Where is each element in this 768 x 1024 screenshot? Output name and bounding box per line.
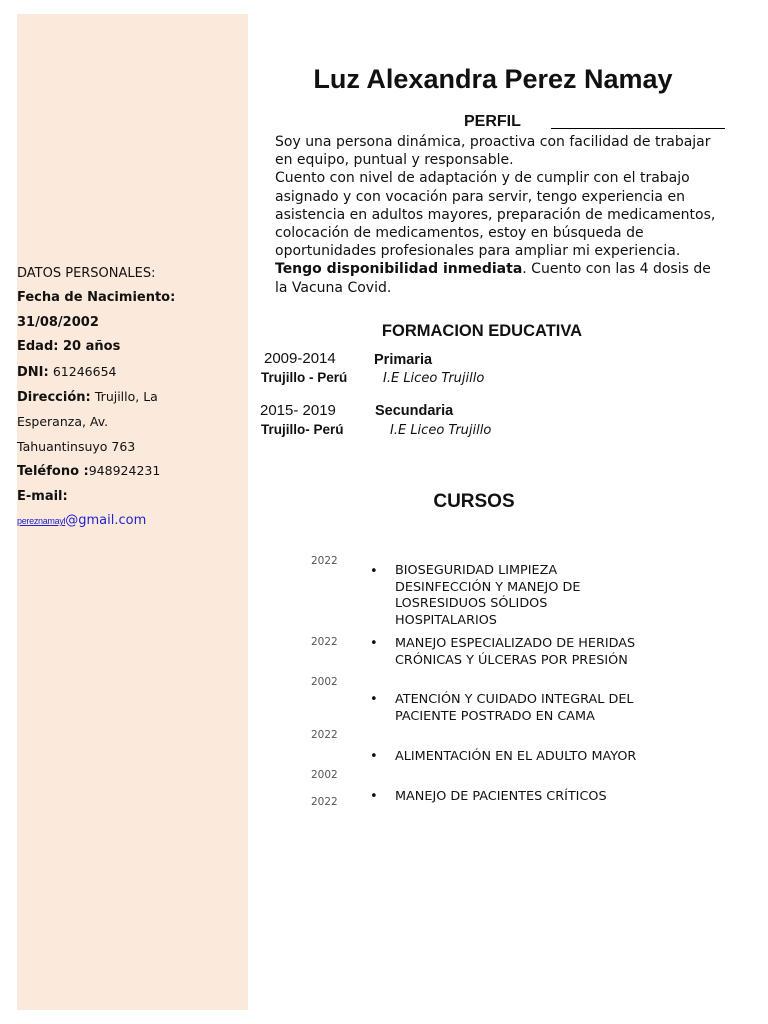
course-year: 2022 bbox=[311, 636, 338, 648]
perfil-heading: PERFIL bbox=[464, 113, 521, 130]
birthdate-value: 31/08/2002 bbox=[17, 314, 99, 330]
edu-place-2: Trujillo- Perú bbox=[261, 422, 344, 437]
phone-row bbox=[17, 459, 245, 484]
email-label: E-mail: bbox=[17, 488, 68, 504]
course-item: MANEJO ESPECIALIZADO DE HERIDAS CRÓNICAS Y ÚLCERAS POR PRESIÓN bbox=[395, 636, 636, 668]
perfil-p2-bold: Tengo disponibilidad inmediata bbox=[275, 261, 523, 278]
address-value-3: Tahuantinsuyo 763 bbox=[17, 438, 136, 454]
perfil-paragraph-1: Soy una persona dinámica, proactiva con facilidad de trabajar en equipo, puntual y responsable. bbox=[275, 134, 711, 169]
course-item: ALIMENTACIÓN EN EL ADULTO MAYOR bbox=[395, 749, 637, 764]
address-value-1: Trujillo, La bbox=[94, 389, 158, 405]
bullet-icon: • bbox=[370, 692, 378, 707]
cursos-heading: CURSOS bbox=[433, 491, 515, 512]
edu-years-1: 2009-2014 bbox=[264, 350, 336, 367]
course-year: 2022 bbox=[311, 729, 338, 741]
address-label: Dirección: bbox=[17, 390, 91, 406]
personal-data-heading: DATOS PERSONALES: bbox=[17, 266, 156, 281]
phone-value: 948924231 bbox=[88, 463, 161, 479]
dni-label: DNI: bbox=[17, 364, 49, 380]
course-item: BIOSEGURIDAD LIMPIEZA DESINFECCIÓN Y MANEJO DE LOSRESIDUOS SÓLIDOS HOSPITALARIOS bbox=[395, 563, 581, 628]
edu-place-1: Trujillo - Perú bbox=[261, 370, 348, 385]
address-value-2: Esperanza, Av. bbox=[17, 414, 109, 430]
email-user[interactable]: pereznamayl bbox=[17, 516, 66, 527]
address-row bbox=[17, 385, 245, 410]
course-year: 2022 bbox=[311, 796, 338, 808]
email-domain[interactable]: @gmail.com bbox=[65, 513, 147, 529]
edu-level-2: Secundaria bbox=[375, 403, 454, 419]
dni-row bbox=[17, 360, 245, 385]
perfil-text bbox=[275, 133, 727, 297]
course-item: ATENCIÓN Y CUIDADO INTEGRAL DEL PACIENTE POSTRADO EN CAMA bbox=[395, 692, 634, 724]
perfil-paragraph-2 bbox=[275, 169, 727, 296]
email-link[interactable] bbox=[17, 509, 245, 533]
course-year: 2002 bbox=[311, 769, 338, 781]
page-title: Luz Alexandra Perez Namay bbox=[313, 64, 673, 94]
personal-data-section bbox=[17, 262, 245, 533]
edu-school-1: I.E Liceo Trujillo bbox=[383, 371, 485, 386]
edu-school-2: I.E Liceo Trujillo bbox=[390, 423, 492, 438]
perfil-divider bbox=[551, 128, 725, 129]
birthdate-label: Fecha de Nacimiento: bbox=[17, 290, 176, 306]
course-year: 2022 bbox=[311, 555, 338, 567]
phone-label: Teléfono : bbox=[17, 464, 89, 480]
bullet-icon: • bbox=[370, 564, 378, 579]
edu-years-2: 2015- 2019 bbox=[260, 402, 336, 419]
perfil-p2-end: . Cuento con las 4 dosis de la Vacuna Covid. bbox=[275, 261, 711, 296]
formacion-heading: FORMACION EDUCATIVA bbox=[381, 322, 583, 340]
course-item: MANEJO DE PACIENTES CRÍTICOS bbox=[395, 789, 607, 804]
course-year: 2002 bbox=[311, 676, 338, 688]
bullet-icon: • bbox=[370, 749, 378, 764]
dni-value: 61246654 bbox=[52, 363, 117, 379]
edu-level-1: Primaria bbox=[374, 352, 433, 368]
age: Edad: 20 años bbox=[17, 339, 121, 355]
bullet-icon: • bbox=[370, 636, 378, 651]
bullet-icon: • bbox=[370, 789, 378, 804]
perfil-p2-start: Cuento con nivel de adaptación y de cumplir con el trabajo asignado y con vocación para servir, tengo experiencia en asistencia en adultos mayores, preparación de medicamentos, colocación de medicamentos, estoy en búsqueda de oportunidades profesionales para ampliar mi experiencia. bbox=[275, 170, 716, 260]
